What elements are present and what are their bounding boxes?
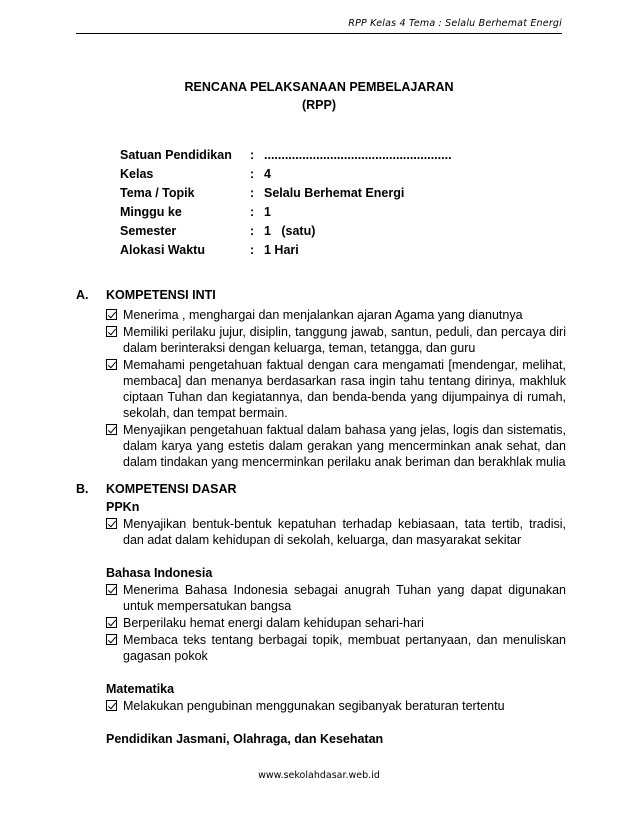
identity-row (120, 184, 452, 203)
identity-row (120, 241, 452, 260)
checklist (106, 698, 566, 714)
subject-heading-matematika: Matematika (106, 682, 175, 696)
identity-colon: : (250, 205, 255, 219)
identity-colon: : (250, 224, 255, 238)
list-item-text: Menyajikan pengetahuan faktual dalam bahasa yang jelas, logis dan sistematis, dalam karya yang estetis dalam gerakan yang mencerminkan anak sehat, dan dalam tindakan yang mencerminkan perilaku anak beriman dan berakhlak mulia (123, 423, 566, 469)
checkbox-checked-icon (106, 584, 117, 595)
section-heading (76, 286, 566, 304)
list-item-text: Menerima , menghargai dan menjalankan ajaran Agama yang dianutnya (123, 308, 523, 322)
subject-heading-bahasa: Bahasa Indonesia (106, 566, 213, 580)
list-item (106, 516, 566, 548)
list-item-text: Memahami pengetahuan faktual dengan cara mengamati [mendengar, melihat, membaca] dan menanya berdasarkan rasa ingin tahu tentang dirinya, makhluk ciptaan Tuhan dan kegiatannya, dan benda-benda yang dijumpainya di rumah, sekolah, dan tempat bermain. (123, 358, 566, 420)
identity-label: Minggu ke (120, 205, 182, 219)
list-item-text: Menyajikan bentuk-bentuk kepatuhan terhadap kebiasaan, tata tertib, tradisi, dan adat dalam kehidupan di sekolah, keluarga, dan masyarakat sekitar (123, 517, 566, 547)
section-kompetensi-inti (76, 286, 566, 471)
identity-colon: : (250, 148, 255, 162)
identity-value: 1 (264, 205, 271, 219)
document-title (0, 78, 638, 114)
checkbox-checked-icon (106, 326, 117, 337)
identity-row (120, 165, 452, 184)
identity-value: ...................................................... (264, 148, 452, 162)
list-item (106, 615, 566, 631)
list-item-text: Berperilaku hemat energi dalam kehidupan sehari-hari (123, 616, 424, 630)
identity-colon: : (250, 243, 255, 257)
checklist (106, 307, 566, 470)
title-line-1: RENCANA PELAKSANAAN PEMBELAJARAN (184, 80, 454, 94)
identity-row (120, 146, 452, 165)
identity-value: 1 (satu) (264, 224, 316, 238)
running-header: RPP Kelas 4 Tema : Selalu Berhemat Energi (348, 18, 562, 29)
identity-value: Selalu Berhemat Energi (264, 186, 405, 200)
list-item-text: Menerima Bahasa Indonesia sebagai anugrah Tuhan yang dapat digunakan untuk mempersatukan bangsa (123, 583, 566, 613)
title-line-2: (RPP) (301, 98, 337, 112)
list-item (106, 698, 566, 714)
identity-row (120, 222, 452, 241)
checkbox-checked-icon (106, 634, 117, 645)
section-title: KOMPETENSI INTI (106, 288, 216, 302)
identity-label: Semester (120, 224, 177, 238)
identity-colon: : (250, 167, 255, 181)
checkbox-checked-icon (106, 309, 117, 320)
list-item-text: Melakukan pengubinan menggunakan segibanyak beraturan tertentu (123, 699, 505, 713)
subject-heading-ppkn: PPKn (106, 500, 140, 514)
list-item (106, 307, 566, 323)
checkbox-checked-icon (106, 700, 117, 711)
checkbox-checked-icon (106, 617, 117, 628)
checklist (106, 516, 566, 548)
list-item-text: Memiliki perilaku jujur, disiplin, tanggung jawab, santun, peduli, dan percaya diri dalam berinteraksi dengan keluarga, teman, tetangga, dan guru (123, 325, 566, 355)
list-item (106, 357, 566, 421)
identity-label: Kelas (120, 167, 154, 181)
identity-value: 1 Hari (264, 243, 299, 257)
list-item (106, 324, 566, 356)
checklist (106, 582, 566, 664)
checkbox-checked-icon (106, 518, 117, 529)
section-title: KOMPETENSI DASAR (106, 482, 237, 496)
identity-table (120, 146, 452, 260)
list-item (106, 632, 566, 664)
identity-label: Satuan Pendidikan (120, 148, 232, 162)
subject-heading-penjas: Pendidikan Jasmani, Olahraga, dan Kesehatan (106, 732, 384, 746)
identity-colon: : (250, 186, 255, 200)
section-letter: B. (76, 482, 89, 496)
list-item (106, 582, 566, 614)
section-kompetensi-dasar (76, 480, 566, 748)
section-heading (76, 480, 566, 498)
footer-url: www.sekolahdasar.web.id (258, 770, 380, 781)
identity-row (120, 203, 452, 222)
list-item (106, 422, 566, 470)
identity-label: Tema / Topik (120, 186, 195, 200)
header-divider (76, 33, 562, 34)
checkbox-checked-icon (106, 359, 117, 370)
list-item-text: Membaca teks tentang berbagai topik, membuat pertanyaan, dan menuliskan gagasan pokok (123, 633, 566, 663)
section-letter: A. (76, 288, 89, 302)
identity-label: Alokasi Waktu (120, 243, 205, 257)
checkbox-checked-icon (106, 424, 117, 435)
identity-value: 4 (264, 167, 271, 181)
